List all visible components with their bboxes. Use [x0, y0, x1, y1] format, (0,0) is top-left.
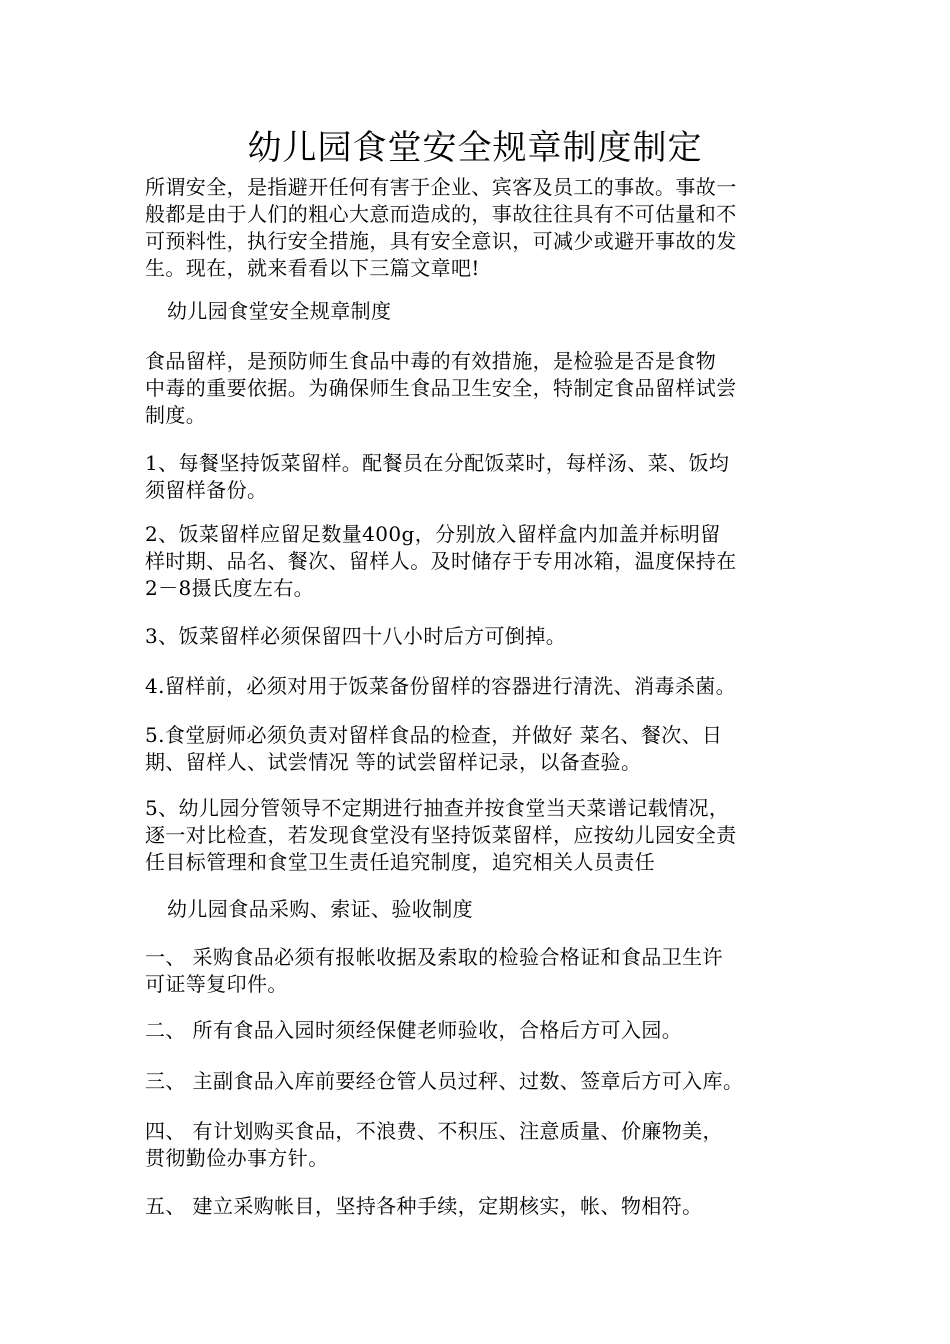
- paragraph-line: 中毒的重要依据。为确保师生食品卫生安全，特制定食品留样试尝: [145, 376, 737, 400]
- paragraph-rule-3: [145, 623, 815, 650]
- paragraph-procurement-2: [145, 1017, 815, 1044]
- paragraph-line: 一、 采购食品必须有报帐收据及索取的检验合格证和食品卫生许: [145, 945, 723, 969]
- paragraph-line: 2、饭菜留样应留足数量400g，分别放入留样盒内加盖并标明留: [145, 522, 721, 546]
- paragraph-line: 5、幼儿园分管领导不定期进行抽查并按食堂当天菜谱记载情况，: [145, 796, 730, 820]
- paragraph-line: 逐一对比检查，若发现食堂没有坚持饭菜留样，应按幼儿园安全责: [145, 823, 737, 847]
- paragraph-rule-2: [145, 521, 815, 602]
- paragraph-line: 须留样备份。: [145, 478, 268, 502]
- section-heading-procurement: 幼儿园食品采购、索证、验收制度: [167, 897, 473, 921]
- paragraph-procurement-4: [145, 1118, 815, 1172]
- paragraph-line: 5.食堂厨师必须负责对留样食品的检查，并做好 菜名、餐次、日: [145, 723, 723, 747]
- section-heading-canteen-safety: 幼儿园食堂安全规章制度: [167, 299, 392, 323]
- intro-line: 所谓安全，是指避开任何有害于企业、宾客及员工的事故。事故一: [145, 175, 737, 199]
- paragraph-sample-retention-intro: [145, 348, 815, 429]
- paragraph-line: 三、 主副食品入库前要经仓管人员过秤、过数、签章后方可入库。: [145, 1069, 744, 1093]
- paragraph-line: 二、 所有食品入园时须经保健老师验收，合格后方可入园。: [145, 1018, 683, 1042]
- paragraph-line: 食品留样，是预防师生食品中毒的有效措施，是检验是否是食物: [145, 349, 717, 373]
- paragraph-line: 五、 建立采购帐目，坚持各种手续，定期核实，帐、物相符。: [145, 1194, 703, 1218]
- paragraph-procurement-1: [145, 944, 815, 998]
- intro-line: 生。现在，就来看看以下三篇文章吧!: [145, 256, 480, 280]
- intro-line: 般都是由于人们的粗心大意而造成的，事故往往具有不可估量和不: [145, 202, 737, 226]
- paragraph-rule-1: [145, 450, 815, 504]
- paragraph-line: 1、每餐坚持饭菜留样。配餐员在分配饭菜时，每样汤、菜、饭均: [145, 451, 730, 475]
- paragraph-line: 任目标管理和食堂卫生责任追究制度，追究相关人员责任: [145, 850, 655, 874]
- intro-line: 可预料性，执行安全措施，具有安全意识，可减少或避开事故的发: [145, 229, 737, 253]
- paragraph-line: 2－8摄氏度左右。: [145, 576, 315, 600]
- paragraph-procurement-5: [145, 1193, 815, 1220]
- paragraph-line: 四、 有计划购买食品，不浪费、不积压、注意质量、价廉物美，: [145, 1119, 723, 1143]
- paragraph-rule-5a: [145, 722, 815, 776]
- paragraph-line: 样时期、品名、餐次、留样人。及时储存于专用冰箱，温度保持在: [145, 549, 737, 573]
- intro-paragraph: [145, 174, 815, 282]
- paragraph-procurement-3: [145, 1068, 815, 1095]
- paragraph-line: 制度。: [145, 403, 207, 427]
- paragraph-line: 期、留样人、试尝情况 等的试尝留样记录，以备查验。: [145, 750, 642, 774]
- paragraph-line: 4.留样前，必须对用于饭菜备份留样的容器进行清洗、消毒杀菌。: [145, 674, 737, 698]
- paragraph-line: 3、饭菜留样必须保留四十八小时后方可倒掉。: [145, 624, 567, 648]
- paragraph-rule-4: [145, 673, 815, 700]
- paragraph-rule-5b: [145, 795, 815, 876]
- paragraph-line: 可证等复印件。: [145, 972, 288, 996]
- paragraph-line: 贯彻勤俭办事方针。: [145, 1146, 329, 1170]
- document-title: 幼儿园食堂安全规章制度制定: [247, 128, 703, 168]
